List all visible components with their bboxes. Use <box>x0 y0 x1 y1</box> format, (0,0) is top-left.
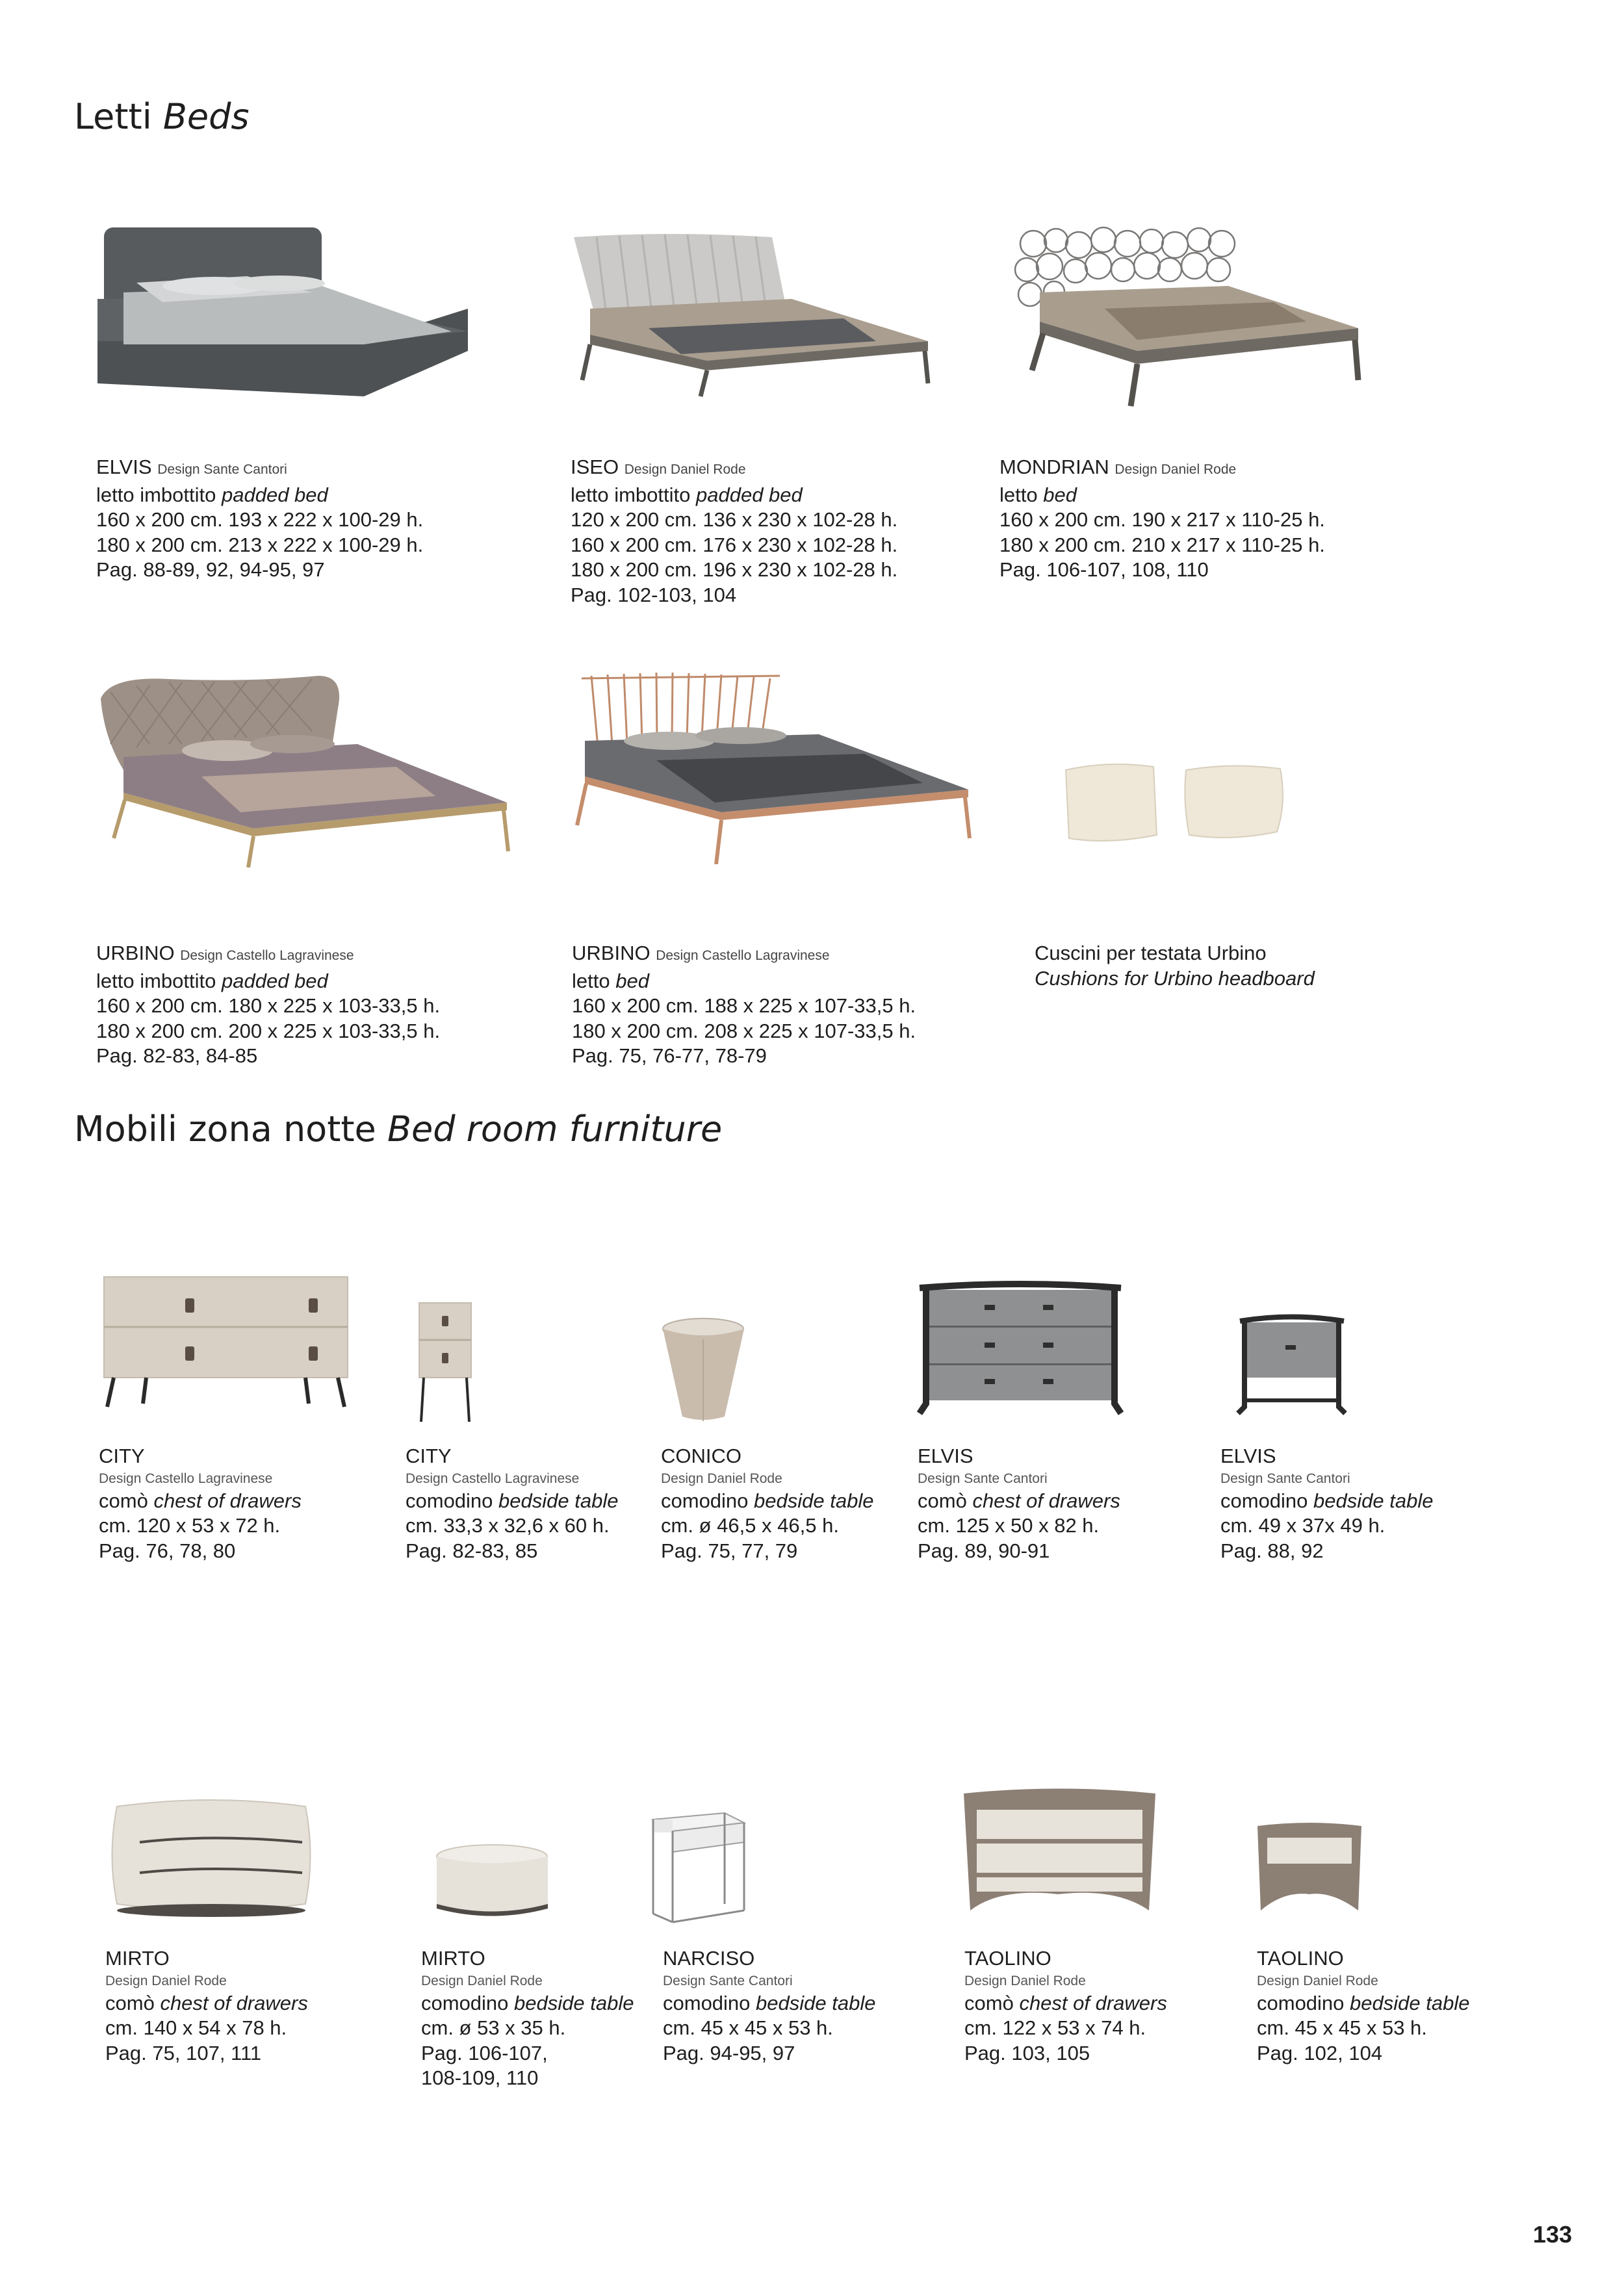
type-en: bedside table <box>498 1489 619 1512</box>
product-name: CITY <box>99 1445 145 1467</box>
section-title-en: Bed room furniture <box>387 1109 723 1150</box>
designer: Design Sante Cantori <box>1220 1471 1350 1486</box>
city-bedside-image <box>416 1300 474 1423</box>
city-chest-image <box>101 1274 351 1410</box>
furniture-caption-elvis-chest <box>918 1444 1120 1563</box>
urbino-padded-bed-image <box>97 673 513 868</box>
product-name: ELVIS <box>918 1445 973 1467</box>
page-refs: Pag. 88-89, 92, 94-95, 97 <box>96 558 325 581</box>
product-name: ELVIS <box>96 456 152 478</box>
furniture-caption-conico <box>661 1444 873 1563</box>
page-refs: Pag. 76, 78, 80 <box>99 1539 236 1562</box>
dimensions: cm. 33,3 x 32,6 x 60 h. <box>406 1514 610 1537</box>
dimensions: cm. 49 x 37x 49 h. <box>1220 1514 1386 1537</box>
designer: Design Daniel Rode <box>964 1973 1086 1988</box>
dimensions: 120 x 200 cm. 136 x 230 x 102-28 h. <box>571 508 898 531</box>
taolino-chest-image <box>960 1784 1159 1920</box>
type-en: bedside table <box>1313 1489 1434 1512</box>
product-name: ELVIS <box>1220 1445 1276 1467</box>
section-title-furniture <box>74 1109 722 1150</box>
narciso-bedside-image <box>647 1806 751 1923</box>
furniture-caption-mirto-chest <box>105 1946 308 2066</box>
bed-caption-mondrian <box>999 455 1325 583</box>
dimensions: cm. ø 46,5 x 46,5 h. <box>661 1514 839 1537</box>
product-name: URBINO <box>572 942 651 964</box>
section-title-it: Letti <box>74 96 152 137</box>
product-name: CITY <box>406 1445 452 1467</box>
type-it: comodino <box>1220 1489 1308 1512</box>
dimensions: 180 x 200 cm. 208 x 225 x 107-33,5 h. <box>572 1019 916 1042</box>
dimensions: 180 x 200 cm. 200 x 225 x 103-33,5 h. <box>96 1019 441 1042</box>
page-refs: Pag. 82-83, 84-85 <box>96 1044 258 1067</box>
page-refs: Pag. 75, 77, 79 <box>661 1539 798 1562</box>
type-en: chest of drawers <box>1019 1991 1167 2014</box>
type-it: comò <box>918 1489 967 1512</box>
elvis-chest-image <box>913 1280 1128 1420</box>
type-en: bedside table <box>756 1991 876 2014</box>
dimensions: cm. 120 x 53 x 72 h. <box>99 1514 281 1537</box>
designer: Design Daniel Rode <box>1115 462 1237 477</box>
product-name: TAOLINO <box>1257 1947 1344 1970</box>
product-name: ISEO <box>571 456 619 478</box>
type-en: bedside table <box>754 1489 874 1512</box>
dimensions: cm. 140 x 54 x 78 h. <box>105 2016 287 2039</box>
type-en: bedside table <box>514 1991 634 2014</box>
page-refs: Pag. 82-83, 85 <box>406 1539 538 1562</box>
type-it: letto <box>572 969 610 992</box>
page-number: 133 <box>1532 2221 1572 2248</box>
dimensions: 160 x 200 cm. 188 x 225 x 107-33,5 h. <box>572 994 916 1017</box>
page-refs: Pag. 102-103, 104 <box>571 583 737 606</box>
cushions-it: Cuscini per testata Urbino <box>1035 942 1267 964</box>
designer: Design Daniel Rode <box>1257 1973 1378 1988</box>
dimensions: 160 x 200 cm. 180 x 225 x 103-33,5 h. <box>96 994 441 1017</box>
furniture-caption-elvis-bedside <box>1220 1444 1433 1563</box>
designer: Design Castello Lagravinese <box>180 948 354 963</box>
designer: Design Sante Cantori <box>663 1973 793 1988</box>
type-en: chest of drawers <box>160 1991 308 2014</box>
dimensions: cm. 125 x 50 x 82 h. <box>918 1514 1100 1537</box>
dimensions: cm. 122 x 53 x 74 h. <box>964 2016 1146 2039</box>
urbino-cushions-image <box>1056 757 1293 848</box>
type-it: comò <box>105 1991 155 2014</box>
product-name: MIRTO <box>421 1947 485 1970</box>
dimensions: 160 x 200 cm. 193 x 222 x 100-29 h. <box>96 508 424 531</box>
dimensions: cm. ø 53 x 35 h. <box>421 2016 566 2039</box>
bed-caption-elvis <box>96 455 423 583</box>
dimensions: 180 x 200 cm. 210 x 217 x 110-25 h. <box>999 533 1325 556</box>
furniture-caption-city-bedside <box>406 1444 618 1563</box>
bed-caption-urbino-padded <box>96 941 440 1069</box>
cushions-en: Cushions for Urbino headboard <box>1035 966 1315 990</box>
furniture-caption-taolino-bedside <box>1257 1946 1469 2066</box>
bed-caption-iseo <box>571 455 897 608</box>
section-title-it: Mobili zona notte <box>74 1109 376 1150</box>
type-it: letto imbottito <box>571 483 691 506</box>
type-it: comodino <box>421 1991 509 2014</box>
type-en: chest of drawers <box>972 1489 1120 1512</box>
type-en: padded bed <box>696 483 803 506</box>
type-en: bed <box>1043 483 1077 506</box>
dimensions: cm. 45 x 45 x 53 h. <box>1257 2016 1427 2039</box>
elvis-bed-image <box>97 221 474 403</box>
page-refs: Pag. 75, 76-77, 78-79 <box>572 1044 767 1067</box>
type-en: padded bed <box>222 483 328 506</box>
designer: Design Daniel Rode <box>624 462 746 477</box>
dimensions: 160 x 200 cm. 176 x 230 x 102-28 h. <box>571 533 898 556</box>
page-refs: Pag. 75, 107, 111 <box>105 2041 262 2064</box>
bed-caption-urbino <box>572 941 916 1069</box>
designer: Design Daniel Rode <box>661 1471 782 1486</box>
page-refs: Pag. 106-107, <box>421 2041 548 2064</box>
mirto-bedside-image <box>432 1842 552 1920</box>
mirto-chest-image <box>107 1793 315 1920</box>
type-it: comò <box>99 1489 148 1512</box>
designer: Design Sante Cantori <box>918 1471 1048 1486</box>
designer: Design Castello Lagravinese <box>406 1471 580 1486</box>
page-refs: Pag. 106-107, 108, 110 <box>999 558 1209 581</box>
type-it: letto imbottito <box>96 483 216 506</box>
type-it: letto <box>999 483 1038 506</box>
section-title-en: Beds <box>162 96 250 137</box>
furniture-caption-mirto-bedside <box>421 1946 634 2091</box>
designer: Design Sante Cantori <box>157 462 287 477</box>
type-it: comodino <box>663 1991 751 2014</box>
type-it: comò <box>964 1991 1014 2014</box>
type-en: padded bed <box>222 969 328 992</box>
furniture-caption-city-chest <box>99 1444 302 1563</box>
product-name: CONICO <box>661 1445 741 1467</box>
dimensions: 180 x 200 cm. 196 x 230 x 102-28 h. <box>571 558 898 581</box>
designer: Design Castello Lagravinese <box>656 948 830 963</box>
page-refs: 108-109, 110 <box>421 2066 539 2089</box>
product-name: URBINO <box>96 942 175 964</box>
product-name: MONDRIAN <box>999 456 1109 478</box>
iseo-bed-image <box>571 231 934 400</box>
page-refs: Pag. 103, 105 <box>964 2041 1090 2064</box>
elvis-bedside-image <box>1235 1309 1348 1417</box>
product-name: NARCISO <box>663 1947 755 1970</box>
taolino-bedside-image <box>1254 1819 1365 1917</box>
type-en: chest of drawers <box>153 1489 302 1512</box>
dimensions: 160 x 200 cm. 190 x 217 x 110-25 h. <box>999 508 1325 531</box>
type-it: comodino <box>406 1489 493 1512</box>
product-name: MIRTO <box>105 1947 170 1970</box>
page-refs: Pag. 89, 90-91 <box>918 1539 1050 1562</box>
type-it: comodino <box>661 1489 749 1512</box>
conico-bedside-image <box>660 1316 747 1423</box>
type-en: bedside table <box>1350 1991 1470 2014</box>
dimensions: 180 x 200 cm. 213 x 222 x 100-29 h. <box>96 533 424 556</box>
designer: Design Daniel Rode <box>105 1973 227 1988</box>
section-title-beds <box>74 96 250 137</box>
cushions-caption <box>1035 941 1315 991</box>
page-refs: Pag. 102, 104 <box>1257 2041 1383 2064</box>
page-refs: Pag. 88, 92 <box>1220 1539 1324 1562</box>
product-name: TAOLINO <box>964 1947 1051 1970</box>
furniture-caption-narciso <box>663 1946 875 2066</box>
page-refs: Pag. 94-95, 97 <box>663 2041 795 2064</box>
urbino-bed-image <box>572 669 975 864</box>
dimensions: cm. 45 x 45 x 53 h. <box>663 2016 833 2039</box>
type-it: letto imbottito <box>96 969 216 992</box>
designer: Design Castello Lagravinese <box>99 1471 273 1486</box>
type-en: bed <box>615 969 649 992</box>
furniture-caption-taolino-chest <box>964 1946 1167 2066</box>
type-it: comodino <box>1257 1991 1345 2014</box>
mondrian-bed-image <box>1014 224 1365 409</box>
designer: Design Daniel Rode <box>421 1973 543 1988</box>
